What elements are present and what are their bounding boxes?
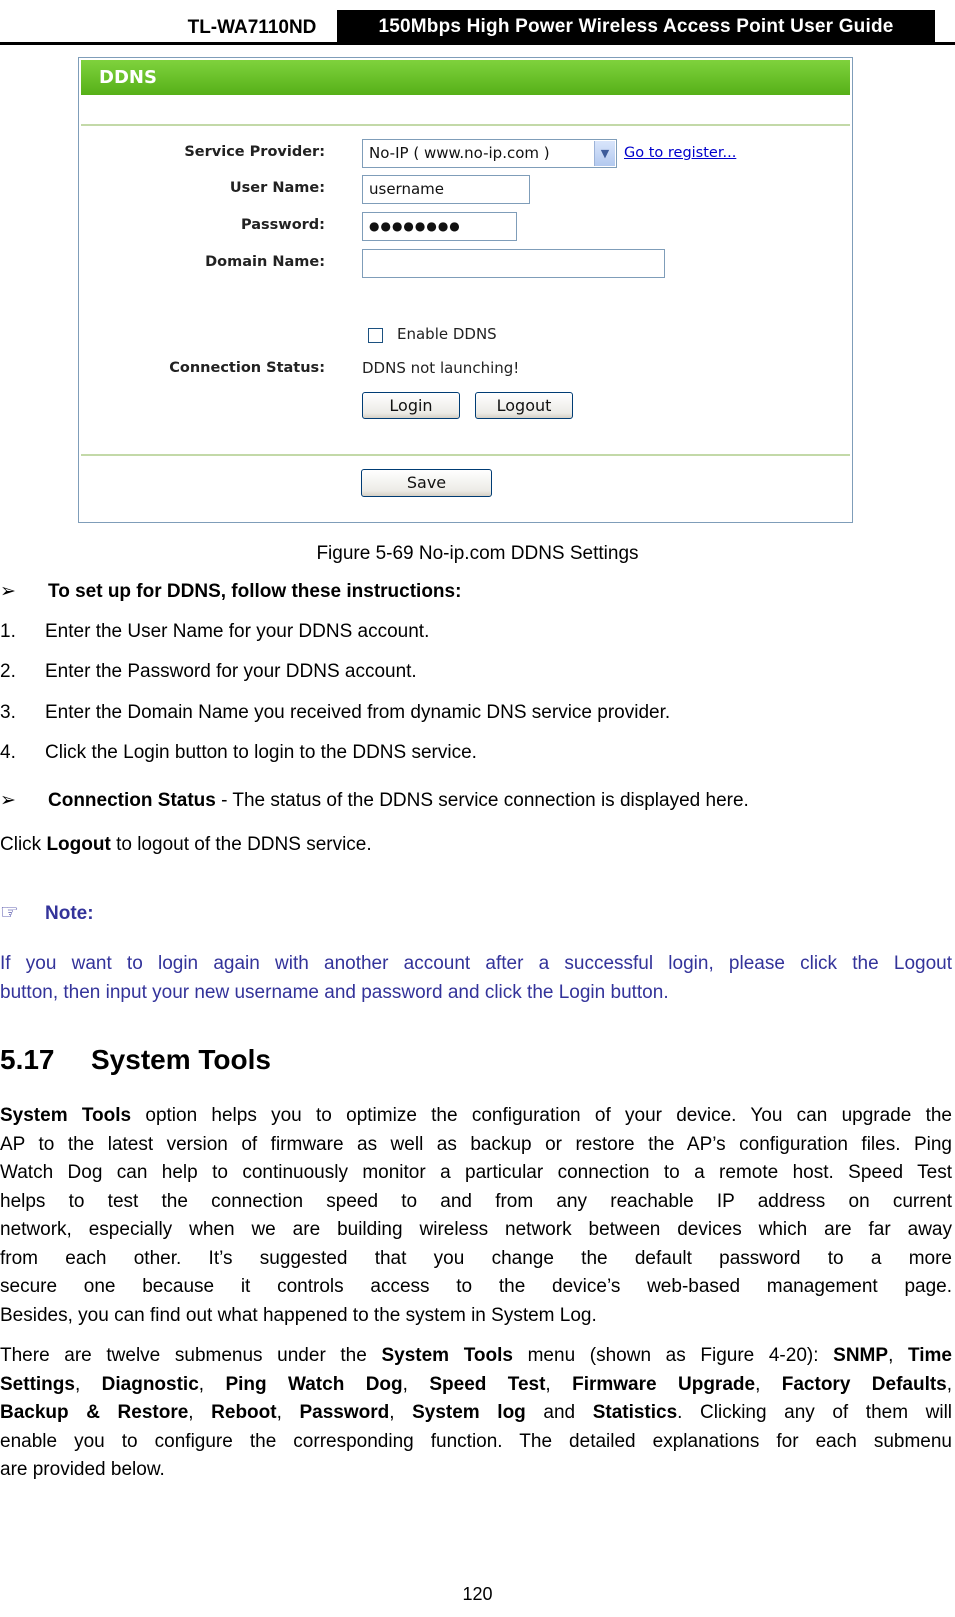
- service-provider-select[interactable]: [362, 139, 617, 168]
- bullet-arrow-icon: ➢: [0, 790, 16, 811]
- title-divider: [81, 124, 850, 126]
- ddns-settings-screenshot: [78, 57, 853, 523]
- login-button[interactable]: Login: [362, 392, 460, 419]
- instructions-heading: [0, 578, 461, 606]
- section-title: System Tools: [91, 1044, 271, 1075]
- enable-ddns-label: Enable DDNS: [397, 325, 497, 343]
- footer-divider: [81, 454, 850, 456]
- service-provider-label: Service Provider:: [184, 144, 325, 160]
- submenus-paragraph: There are twelve submenus under the System Tools menu (shown as Figure 4-20): SNMP, Time Settings, Diagnostic, Ping Watch Dog, Speed Test, Firmware Upgrade, Factory Defaults, Backup & Restore, Reboot, Password, System log and Statistics. Clicking any of them will enable you to configure the corresponding function. The detailed explanations for each submenu are provided below.: [0, 1345, 953, 1480]
- enable-ddns-checkbox[interactable]: [368, 328, 383, 343]
- ddns-title-bar: DDNS: [81, 60, 850, 95]
- header-model: TL-WA7110ND: [187, 17, 317, 38]
- note-heading: [0, 899, 94, 928]
- connection-status-value: DDNS not launching!: [362, 359, 520, 377]
- register-link[interactable]: Go to register...: [624, 145, 737, 161]
- connection-status-description: ➢ Connection Status - The status of the DDNS service connection is displayed here.: [0, 787, 749, 815]
- password-input[interactable]: ●●●●●●●●: [362, 212, 517, 241]
- note-label: Note:: [45, 903, 94, 924]
- note-text: If you want to login again with another account after a successful login, please click the Logout button, then input your new username and password and click the Login button.: [0, 953, 952, 1003]
- chevron-down-icon[interactable]: ▼: [594, 141, 615, 166]
- system-tools-intro: System Tools option helps you to optimize the configuration of your device. You can upgrade the AP to the latest version of firmware as well as backup or restore the AP’s configuration files. Ping Watch Dog can help to continuously monitor a particular connection to a remote host. Speed Test helps to test the connection speed to and from any reachable IP address on current network, especially when we are building wireless network between devices which are far away from each other. It’s suggested that you change the default password to a more secure one because it controls access to the device’s web-based management page. Besides, you can find out what happened to the system in System Log.: [0, 1105, 952, 1326]
- username-label: User Name:: [229, 180, 325, 196]
- pointing-hand-icon: ☞: [0, 901, 19, 924]
- domain-name-input[interactable]: [362, 249, 665, 278]
- connection-status-label: Connection Status:: [169, 360, 325, 376]
- logout-button[interactable]: Logout: [475, 392, 573, 419]
- username-input[interactable]: username: [362, 175, 530, 204]
- page-number: 120: [462, 1584, 493, 1604]
- domain-name-label: Domain Name:: [205, 254, 325, 270]
- section-number: 5.17: [0, 1044, 55, 1075]
- step-1: 1. Enter the User Name for your DDNS account.: [0, 621, 430, 642]
- step-2: 2. Enter the Password for your DDNS account.: [0, 661, 417, 682]
- password-label: Password:: [241, 217, 325, 233]
- figure-caption: Figure 5-69 No-ip.com DDNS Settings: [316, 543, 639, 564]
- bullet-arrow-icon: ➢: [0, 581, 16, 602]
- header-rule: [0, 42, 955, 45]
- save-button[interactable]: Save: [361, 469, 492, 497]
- instructions-heading-text: To set up for DDNS, follow these instructions:: [48, 581, 462, 602]
- step-4: 4. Click the Login button to login to the DDNS service.: [0, 742, 477, 763]
- step-3: 3. Enter the Domain Name you received from dynamic DNS service provider.: [0, 702, 671, 723]
- service-provider-value: No-IP ( www.no-ip.com ): [369, 144, 550, 162]
- section-heading: [0, 1044, 271, 1076]
- logout-description: Click Logout to logout of the DDNS service.: [0, 834, 372, 855]
- header-title: 150Mbps High Power Wireless Access Point User Guide: [337, 10, 935, 44]
